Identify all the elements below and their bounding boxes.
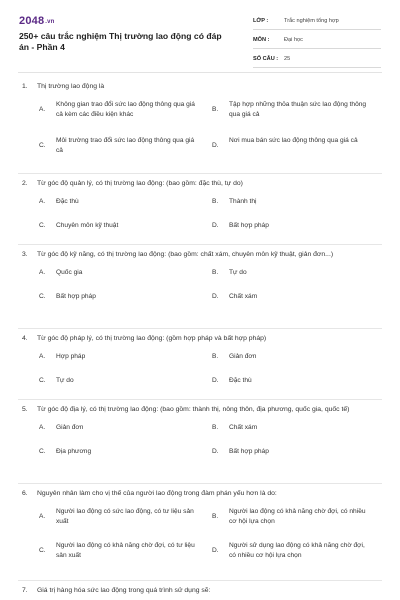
option-text: Người lao động có khả năng chờ đợi, có nhiều cơ hội lựa chọn [229, 508, 366, 525]
option-text: Tập hợp những thỏa thuận sức lao động thông qua giá cả [229, 101, 367, 118]
question-4 [0, 329, 400, 399]
option-text: Giản đơn [56, 424, 84, 431]
question-5 [0, 400, 400, 483]
option-letter: A. [39, 198, 46, 205]
header-divider [18, 72, 382, 73]
option-text: Hợp pháp [56, 353, 86, 360]
option-letter: A. [39, 424, 46, 431]
option-letter: C. [39, 222, 46, 229]
document-meta [253, 14, 381, 68]
option-text: Chất xám [229, 293, 258, 300]
option-text: Tự do [229, 269, 247, 276]
option-letter: B. [212, 513, 219, 520]
option-letter: D. [212, 142, 219, 149]
option-letter: B. [212, 198, 219, 205]
option-letter: B. [212, 269, 219, 276]
option-letter: D. [212, 547, 219, 554]
site-logo[interactable] [19, 15, 55, 27]
option-text: Quốc gia [56, 269, 83, 276]
option-letter: C. [39, 142, 46, 149]
question-text: Từ góc độ địa lý, có thị trường lao động: (bao gồm: thành thị, nông thôn, địa phương, quốc gia, quốc tế) [37, 406, 350, 413]
option-letter: D. [212, 293, 219, 300]
option-text: Người lao động có sức lao động, có tư liệu sản xuất [56, 508, 194, 525]
meta-class-value: Trắc nghiệm tổng hợp [284, 18, 339, 24]
question-3 [0, 245, 400, 328]
option-text: Thành thị [229, 198, 257, 205]
meta-subject-row [253, 33, 381, 49]
option-text: Chất xám [229, 424, 258, 431]
option-letter: B. [212, 353, 219, 360]
option-text: Giản đơn [229, 353, 257, 360]
question-1 [0, 80, 400, 173]
option-text: Chuyên môn kỹ thuật [56, 222, 119, 229]
option-letter: C. [39, 547, 46, 554]
question-6 [0, 484, 400, 580]
option-text: Địa phương [56, 448, 92, 455]
question-text: Từ góc độ pháp lý, có thị trường lao động: (gồm hợp pháp và bất hợp pháp) [37, 335, 267, 342]
logo-main: 2048 [19, 15, 45, 27]
question-list [0, 80, 400, 600]
option-text: Người lao động có khả năng chờ đợi, có tư liệu sản xuất [56, 542, 195, 559]
option-letter: A. [39, 513, 46, 520]
question-2 [0, 174, 400, 244]
option-text: Tự do [56, 377, 74, 384]
option-text: Không gian trao đổi sức lao động thông qua giá cả kèm các điều kiện khác [56, 101, 195, 118]
option-letter: D. [212, 448, 219, 455]
question-number: 4. [22, 335, 28, 342]
meta-subject-value: Đại học [284, 37, 303, 43]
question-text: Từ góc độ kỹ năng, có thị trường lao động: (bao gồm: chất xám, chuyên môn kỹ thuật, giản đơn...) [37, 251, 334, 258]
option-letter: B. [212, 106, 219, 113]
option-text: Bất hợp pháp [56, 293, 96, 300]
question-number: 1. [22, 83, 28, 90]
meta-count-label: SỐ CÂU : [253, 56, 279, 62]
option-letter: C. [39, 293, 46, 300]
question-text: Từ góc độ quản lý, có thị trường lao động: (bao gồm: đặc thù, tự do) [37, 180, 243, 187]
option-letter: D. [212, 222, 219, 229]
question-text: Giá trị hàng hóa sức lao động trong quá trình sử dụng sẽ: [37, 587, 211, 594]
question-number: 2. [22, 180, 28, 187]
logo-suffix: .vn [45, 19, 55, 25]
question-text: Thị trường lao động là [37, 83, 105, 90]
option-letter: C. [39, 377, 46, 384]
document-title: 250+ câu trắc nghiệm Thị trường lao động có đáp án - Phần 4 [19, 31, 222, 52]
option-text: Đặc thù [56, 198, 79, 205]
option-text: Bất hợp pháp [229, 448, 269, 455]
option-text: Bất hợp pháp [229, 222, 269, 229]
meta-subject-label: MÔN : [253, 37, 270, 43]
option-letter: D. [212, 377, 219, 384]
meta-class-row [253, 14, 381, 30]
question-number: 3. [22, 251, 28, 258]
question-number: 5. [22, 406, 28, 413]
meta-count-row [253, 52, 381, 68]
option-text: Đặc thù [229, 377, 252, 384]
question-number: 7. [22, 587, 28, 594]
meta-count-value: 25 [284, 56, 291, 62]
document-header [0, 0, 400, 72]
question-number: 6. [22, 490, 28, 497]
meta-class-label: LỚP : [253, 18, 269, 24]
option-letter: B. [212, 424, 219, 431]
option-text: Người sử dụng lao động có khả năng chờ đợi, có nhiều cơ hội lựa chọn [229, 542, 365, 559]
option-text: Nơi mua bán sức lao động thông qua giá cả [229, 137, 358, 144]
option-letter: A. [39, 269, 46, 276]
option-text: Môi trường trao đổi sức lao động thông qua giá cả [56, 137, 195, 154]
option-letter: A. [39, 106, 46, 113]
option-letter: A. [39, 353, 46, 360]
question-text: Nguyên nhân làm cho vị thế của người lao động trong đàm phán yếu hơn là do: [37, 490, 277, 497]
question-7 [0, 581, 400, 600]
option-letter: C. [39, 448, 46, 455]
